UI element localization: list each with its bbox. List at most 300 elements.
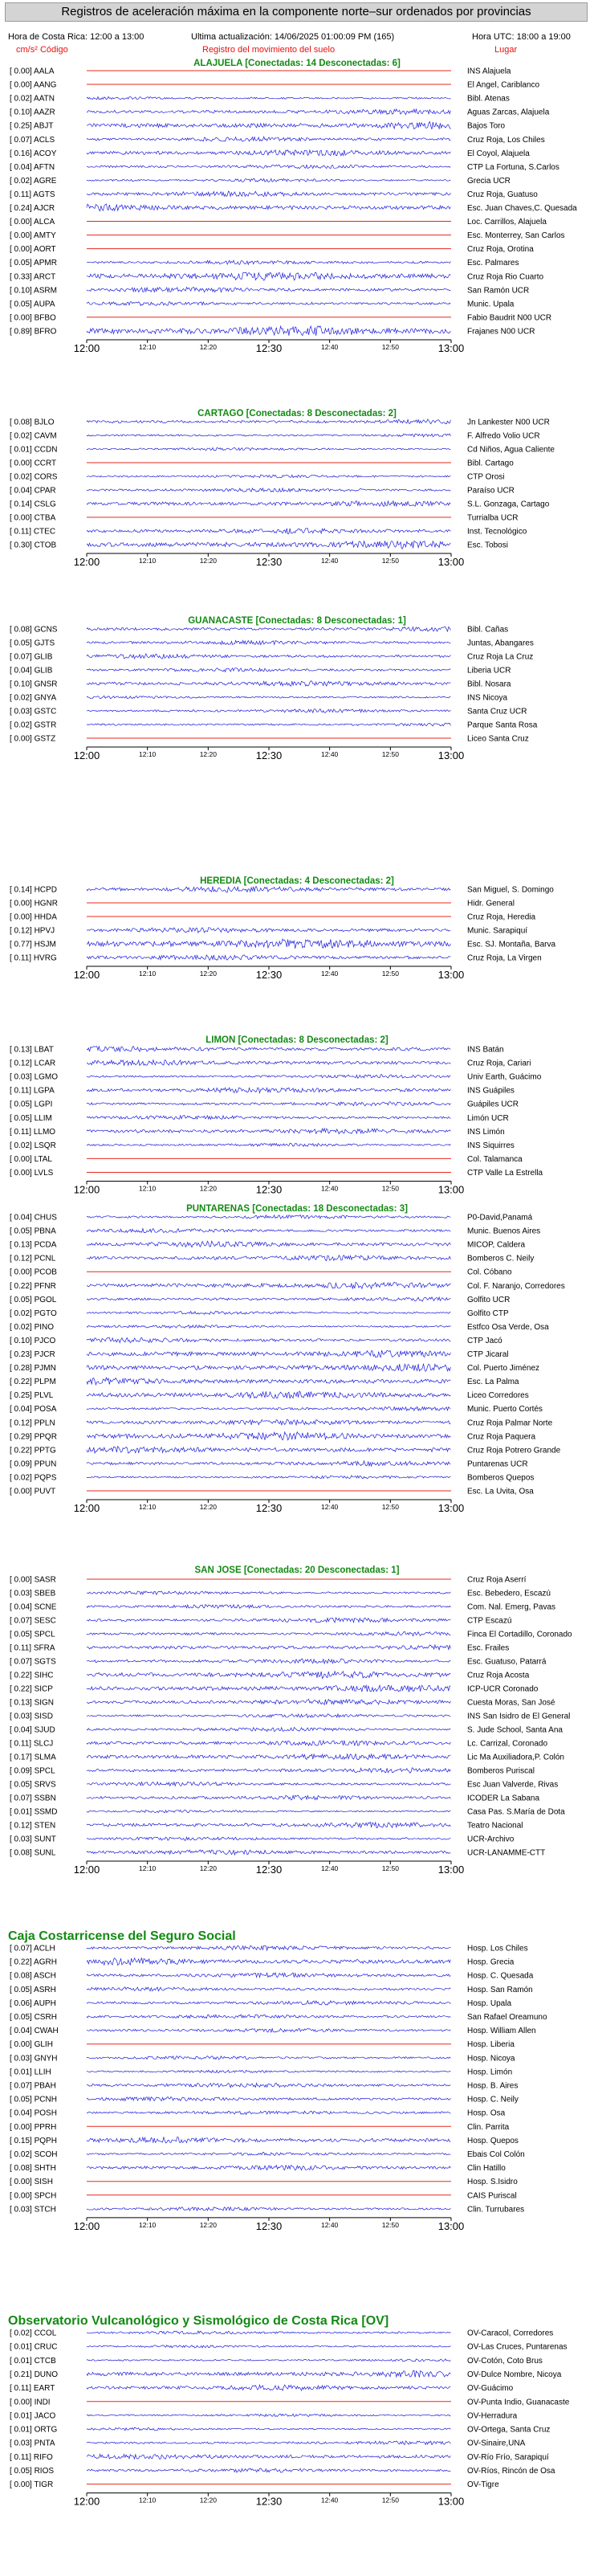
station-place: Liberia UCR — [467, 666, 511, 676]
station-place: Paraíso UCR — [467, 486, 515, 496]
station-place: Puntarenas UCR — [467, 1459, 528, 1469]
seismic-trace — [87, 640, 450, 644]
station-label: [ 0.03] SBEB — [10, 1589, 56, 1598]
station-place: Bibl. Nosara — [467, 680, 511, 689]
time-tick-label: 12:10 — [139, 1864, 157, 1872]
seismic-trace — [87, 1088, 450, 1093]
station-label: [ 0.00] TIGR — [10, 2480, 54, 2490]
time-tick-label: 12:10 — [139, 970, 157, 978]
seismic-trace — [87, 1850, 450, 1855]
station-label: [ 0.01] CTCB — [10, 2356, 56, 2366]
time-tick-label: 12:20 — [199, 2220, 217, 2229]
station-place: Esc. Frailes — [467, 1643, 510, 1653]
station-label: [ 0.00] SASR — [10, 1575, 56, 1585]
station-label: [ 0.03] SUNT — [10, 1835, 56, 1844]
station-place: San Miguel, S. Domingo — [467, 885, 554, 895]
station-label: [ 0.22] AGRH — [10, 1958, 57, 1967]
station-place: P0-David,Panamá — [467, 1213, 533, 1223]
station-label: [ 0.17] SLMA — [10, 1753, 56, 1762]
time-tick-label: 12:00 — [73, 1502, 100, 1514]
station-label: [ 0.02] AGRE — [10, 176, 57, 186]
time-tick-label: 12:50 — [381, 557, 399, 565]
seismic-trace — [87, 2083, 450, 2088]
seismic-trace — [87, 475, 450, 478]
seismic-trace — [87, 2056, 450, 2060]
seismic-trace — [87, 2001, 450, 2005]
station-place: Hosp. C. Quesada — [467, 1971, 534, 1981]
seismic-trace — [87, 204, 450, 211]
station-label: [ 0.00] PPRH — [10, 2122, 57, 2132]
station-label: [ 0.04] GLIB — [10, 666, 53, 676]
station-label: [ 0.07] SGTS — [10, 1657, 56, 1667]
station-place: Hosp. Liberia — [467, 2040, 515, 2050]
station-place: Bibl. Cartago — [467, 459, 514, 468]
seismic-trace — [87, 1631, 450, 1636]
time-tick-label: 12:30 — [255, 341, 283, 354]
time-tick-label: 13:00 — [437, 556, 465, 568]
station-place: Esc. La Uvita, Osa — [467, 1487, 534, 1496]
station-place: Com. Nal. Emerg, Pavas — [467, 1602, 556, 1612]
seismic-trace — [87, 191, 450, 197]
station-label: [ 0.00] CTBA — [10, 513, 56, 523]
station-label: [ 0.00] SPCH — [10, 2191, 57, 2201]
ground-motion-subtitle: Registro del movimiento del suelo — [202, 45, 336, 55]
station-place: Cruz Roja Rio Cuarto — [467, 272, 544, 282]
seismic-trace — [87, 288, 450, 292]
station-label: [ 0.11] SFRA — [10, 1643, 55, 1653]
station-label: [ 0.00] HHDA — [10, 912, 57, 922]
seismic-trace — [87, 2454, 450, 2459]
group-title: SAN JOSE [Conectadas: 20 Desconectadas: 1] — [194, 1566, 400, 1575]
time-tick-label: 12:40 — [321, 750, 339, 758]
station-place: Cruz Roja, Guatuso — [467, 190, 538, 199]
seismic-trace — [87, 1768, 450, 1774]
time-tick-label: 12:00 — [73, 556, 100, 568]
station-place: OV-Tigre — [467, 2480, 499, 2490]
seismic-trace — [87, 1282, 450, 1288]
seismic-trace — [87, 1337, 450, 1342]
station-place: El Coyol, Alajuela — [467, 149, 530, 158]
station-place: Bomberos C. Neily — [467, 1254, 535, 1264]
station-place: Col. Puerto Jiménez — [467, 1364, 540, 1374]
station-place: Cruz Roja, La Virgen — [467, 953, 542, 963]
station-place: Hidr. General — [467, 899, 515, 908]
time-tick-label: 12:50 — [381, 1184, 399, 1193]
station-label: [ 0.22] SIHC — [10, 1671, 54, 1680]
station-place: Hosp. Nicoya — [467, 2054, 515, 2064]
time-tick-label: 12:30 — [255, 556, 283, 568]
station-label: [ 0.30] CTOB — [10, 541, 57, 550]
time-tick-label: 12:10 — [139, 342, 157, 351]
station-place: San Ramón UCR — [467, 286, 530, 296]
time-tick-label: 12:10 — [139, 2220, 157, 2229]
station-label: [ 0.07] SESC — [10, 1616, 56, 1626]
seismic-trace — [87, 1958, 450, 1966]
station-place: Lc. Carrizal, Coronado — [467, 1739, 548, 1749]
seismic-trace — [87, 529, 450, 534]
station-place: CTP Jacó — [467, 1336, 502, 1345]
station-label: [ 0.24] AJCR — [10, 204, 55, 213]
station-place: Esc. La Palma — [467, 1378, 519, 1387]
seismic-trace — [87, 2331, 450, 2334]
station-label: [ 0.12] PCNL — [10, 1254, 56, 1264]
group-title: PUNTARENAS [Conectadas: 18 Desconectadas: 3] — [186, 1204, 408, 1214]
seismic-trace — [87, 1741, 450, 1746]
station-place: OV-Punta Indio, Guanacaste — [467, 2398, 570, 2407]
station-label: [ 0.07] GLIB — [10, 652, 53, 662]
station-label: [ 0.05] RIOS — [10, 2467, 55, 2476]
station-label: [ 0.01] SSMD — [10, 1807, 58, 1817]
last-update: Ultima actualización: 14/06/2025 01:00:09 PM (165) — [191, 32, 395, 42]
time-tick-label: 12:30 — [255, 1183, 283, 1196]
station-label: [ 0.89] BFRO — [10, 327, 57, 337]
time-tick-label: 12:10 — [139, 2496, 157, 2505]
station-place: Esc. SJ. Montaña, Barva — [467, 940, 556, 949]
time-tick-label: 12:20 — [199, 750, 217, 758]
seismic-trace — [87, 2015, 450, 2019]
station-label: [ 0.01] LLIH — [10, 2068, 51, 2077]
station-label: [ 0.11] HVRG — [10, 953, 57, 963]
seismic-trace — [87, 2370, 450, 2377]
time-tick-label: 12:50 — [381, 342, 399, 351]
station-label: [ 0.05] AUPA — [10, 300, 55, 309]
station-label: [ 0.11] LLMO — [10, 1127, 56, 1137]
seismic-trace — [87, 1325, 450, 1329]
station-place: Munic. Upala — [467, 300, 515, 309]
station-label: [ 0.02] PGTO — [10, 1308, 57, 1318]
seismic-trace — [87, 434, 450, 437]
seismic-trace — [87, 326, 450, 336]
seismic-trace — [87, 1728, 450, 1732]
station-place: Munic. Sarapiquí — [467, 926, 528, 936]
station-label: [ 0.09] PPUN — [10, 1459, 57, 1469]
time-tick-label: 12:10 — [139, 1503, 157, 1511]
station-label: [ 0.05] SRVS — [10, 1780, 56, 1790]
station-label: [ 0.25] ABJT — [10, 121, 54, 131]
time-tick-label: 12:00 — [73, 1183, 100, 1196]
station-label: [ 0.10] GNSR — [10, 680, 58, 689]
station-place: F. Alfredo Volio UCR — [467, 431, 540, 441]
station-label: [ 0.01] JACO — [10, 2411, 56, 2421]
group-title: Observatorio Vulcanológico y Sismológico de Costa Rica [OV] — [8, 2314, 389, 2328]
station-place: Bomberos Puriscal — [467, 1766, 535, 1776]
station-label: [ 0.12] HPVJ — [10, 926, 55, 936]
seismic-trace — [87, 150, 450, 156]
seismic-trace — [87, 2441, 450, 2445]
seismic-trace — [87, 1047, 450, 1052]
time-tick-label: 12:40 — [321, 970, 339, 978]
station-label: [ 0.00] GLIH — [10, 2040, 53, 2050]
seismic-trace — [87, 165, 450, 169]
seismic-trace — [87, 302, 450, 306]
time-tick-label: 12:00 — [73, 1864, 100, 1876]
time-tick-label: 12:00 — [73, 2495, 100, 2508]
utc-time-range: Hora UTC: 18:00 a 19:00 — [472, 32, 571, 42]
station-label: [ 0.12] PPLN — [10, 1419, 55, 1428]
station-place: Esc. Juan Chaves,C. Quesada — [467, 204, 577, 213]
seismic-trace — [87, 1378, 450, 1385]
seismic-trace — [87, 2111, 450, 2114]
local-time-range: Hora de Costa Rica: 12:00 a 13:00 — [8, 32, 144, 42]
station-place: Aguas Zarcas, Alajuela — [467, 108, 550, 117]
station-place: Hosp. Los Chiles — [467, 1944, 528, 1953]
seismic-trace — [87, 1129, 450, 1134]
station-label: [ 0.02] PINO — [10, 1322, 55, 1332]
station-place: Esc. Palmares — [467, 259, 519, 268]
station-place: OV-Caracol, Corredores — [467, 2329, 554, 2338]
station-place: Casa Pas. S.María de Dota — [467, 1807, 565, 1817]
station-label: [ 0.01] CRUC — [10, 2342, 58, 2352]
seismic-trace — [87, 1672, 450, 1679]
station-place: Col. F. Naranjo, Corredores — [467, 1281, 565, 1291]
seismic-trace — [87, 2468, 450, 2472]
station-place: Loc. Carrillos, Alajuela — [467, 218, 547, 227]
station-label: [ 0.00] AORT — [10, 245, 56, 255]
time-tick-label: 12:50 — [381, 2496, 399, 2505]
time-tick-label: 12:10 — [139, 557, 157, 565]
station-label: [ 0.04] SJUD — [10, 1725, 55, 1735]
station-label: [ 0.04] POSH — [10, 2109, 57, 2118]
time-tick-label: 13:00 — [437, 1502, 465, 1514]
time-tick-label: 13:00 — [437, 1183, 465, 1196]
station-label: [ 0.03] GNYH — [10, 2054, 58, 2064]
station-place: Cruz Roja La Cruz — [467, 652, 534, 662]
seismic-trace — [87, 1685, 450, 1692]
station-place: Esc. Monterrey, San Carlos — [467, 231, 565, 241]
station-place: Bibl. Atenas — [467, 94, 510, 104]
station-label: [ 0.00] HGNR — [10, 899, 59, 908]
time-tick-label: 12:50 — [381, 1864, 399, 1872]
station-place: INS Siquirres — [467, 1141, 515, 1150]
station-label: [ 0.06] AUPH — [10, 1998, 56, 2008]
seismic-trace — [87, 1311, 450, 1314]
station-place: Juntas, Abangares — [467, 639, 534, 648]
group-title: GUANACASTE [Conectadas: 8 Desconectadas: 1] — [188, 616, 406, 626]
station-label: [ 0.00] INDI — [10, 2398, 51, 2407]
station-label: [ 0.11] RIFO — [10, 2452, 53, 2462]
units-code-header: cm/s² Código — [16, 45, 68, 55]
seismic-trace — [87, 2028, 450, 2032]
seismic-trace — [87, 137, 450, 141]
station-place: CTP La Fortuna, S.Carlos — [467, 162, 559, 172]
station-label: [ 0.05] ASRH — [10, 1985, 56, 1994]
station-place: ICODER La Sabana — [467, 1794, 540, 1803]
station-label: [ 0.07] SSBN — [10, 1794, 56, 1803]
seismic-trace — [87, 1060, 450, 1066]
station-label: [ 0.10] AAZR — [10, 108, 55, 117]
seismic-trace — [87, 1645, 450, 1650]
station-place: Turrialba UCR — [467, 513, 519, 523]
station-place: OV-Ríos, Rincón de Osa — [467, 2467, 555, 2476]
seismic-trace — [87, 1659, 450, 1664]
time-tick-label: 12:20 — [199, 2496, 217, 2505]
time-tick-label: 12:20 — [199, 970, 217, 978]
time-tick-label: 12:40 — [321, 2496, 339, 2505]
station-label: [ 0.25] PLVL — [10, 1391, 54, 1401]
seismic-trace — [87, 1297, 450, 1301]
seismic-trace — [87, 1229, 450, 1233]
station-label: [ 0.11] SLCJ — [10, 1739, 54, 1749]
seismic-trace — [87, 2166, 450, 2170]
station-place: Liceo Corredores — [467, 1391, 529, 1401]
seismic-trace — [87, 1391, 450, 1398]
station-place: Cruz Roja Palmar Norte — [467, 1419, 553, 1428]
station-label: [ 0.02] PQPS — [10, 1473, 57, 1483]
station-place: Parque Santa Rosa — [467, 721, 538, 730]
station-place: Grecia UCR — [467, 176, 511, 186]
station-label: [ 0.04] POSA — [10, 1405, 57, 1415]
seismic-trace — [87, 887, 450, 892]
time-tick-label: 13:00 — [437, 2219, 465, 2232]
station-label: [ 0.00] SISH — [10, 2178, 53, 2187]
seismic-trace — [87, 668, 450, 672]
station-place: Bibl. Cañas — [467, 625, 509, 635]
station-place: OV-Dulce Nombre, Nicoya — [467, 2370, 562, 2379]
station-place: CTP Valle La Estrella — [467, 1168, 543, 1178]
station-place: Lic Ma Auxiliadora,P. Colón — [467, 1753, 564, 1762]
seismic-trace — [87, 627, 450, 631]
seismic-trace — [87, 2414, 450, 2416]
seismic-trace — [87, 1714, 450, 1718]
seismic-trace — [87, 2097, 450, 2101]
station-label: [ 0.00] PUVT — [10, 1487, 56, 1496]
station-place: Inst. Tecnológico — [467, 527, 527, 537]
station-place: Clin. Parrita — [467, 2122, 510, 2132]
station-label: [ 0.08] ASCH — [10, 1971, 56, 1981]
station-label: [ 0.00] AALA — [10, 67, 55, 76]
station-label: [ 0.02] AATN — [10, 94, 55, 104]
time-tick-label: 12:00 — [73, 341, 100, 354]
station-place: Bajos Toro — [467, 121, 506, 131]
station-place: INS Guápiles — [467, 1086, 515, 1096]
station-place: Hosp. Quepos — [467, 2136, 519, 2145]
station-label: [ 0.00] ALCA — [10, 218, 55, 227]
station-place: Hosp. Limón — [467, 2068, 513, 2077]
station-place: S. Jude School, Santa Ana — [467, 1725, 563, 1735]
station-place: INS Batán — [467, 1045, 504, 1055]
time-tick-label: 13:00 — [437, 341, 465, 354]
station-place: Limón UCR — [467, 1113, 509, 1123]
station-place: Cd Niños, Agua Caliente — [467, 445, 555, 455]
time-tick-label: 13:00 — [437, 749, 465, 761]
station-label: [ 0.00] AMTY — [10, 231, 56, 241]
station-label: [ 0.23] PJCR — [10, 1350, 55, 1359]
station-place: CTP Orosi — [467, 472, 505, 482]
seismic-trace — [87, 1432, 450, 1440]
station-place: Col. Talamanca — [467, 1154, 523, 1164]
station-place: Frajanes N00 UCR — [467, 327, 535, 337]
station-place: Guápiles UCR — [467, 1100, 519, 1109]
seismic-trace — [87, 2153, 450, 2156]
station-place: Munic. Puerto Cortés — [467, 1405, 543, 1415]
seismic-trace — [87, 1116, 450, 1120]
station-place: Cruz Roja, Orotina — [467, 245, 534, 255]
station-place: Cruz Roja, Los Chiles — [467, 135, 545, 145]
seismic-trace — [87, 109, 450, 115]
station-place: OV-Guácimo — [467, 2384, 514, 2394]
station-label: [ 0.00] LVLS — [10, 1168, 54, 1178]
station-label: [ 0.00] AANG — [10, 80, 57, 90]
seismic-trace — [87, 955, 450, 961]
station-label: [ 0.03] STCH — [10, 2205, 56, 2215]
station-place: Cruz Roja, Heredia — [467, 912, 536, 922]
station-label: [ 0.04] AFTN — [10, 162, 55, 172]
time-tick-label: 12:20 — [199, 1184, 217, 1193]
station-place: Cruz Roja Acosta — [467, 1671, 530, 1680]
station-label: [ 0.04] CWAH — [10, 2027, 59, 2036]
seismic-trace — [87, 1753, 450, 1759]
station-place: Cruz Roja Paquera — [467, 1432, 536, 1442]
station-label: [ 0.02] GSTR — [10, 721, 57, 730]
seismic-trace — [87, 1945, 450, 1950]
station-label: [ 0.02] CORS — [10, 472, 58, 482]
group-title: LIMON [Conectadas: 8 Desconectadas: 2] — [205, 1035, 389, 1045]
station-place: OV-Río Frío, Sarapiquí — [467, 2452, 549, 2462]
time-tick-label: 12:20 — [199, 557, 217, 565]
seismic-trace — [87, 2137, 450, 2143]
station-label: [ 0.03] GSTC — [10, 707, 57, 716]
time-tick-label: 12:40 — [321, 1503, 339, 1511]
station-label: [ 0.05] PBNA — [10, 1227, 56, 1236]
station-label: [ 0.10] ASRM — [10, 286, 57, 296]
station-place: Esc Juan Valverde, Rivas — [467, 1780, 559, 1790]
time-tick-label: 12:10 — [139, 1184, 157, 1193]
time-tick-label: 12:50 — [381, 970, 399, 978]
seismic-trace — [87, 2345, 450, 2348]
station-place: Bomberos Quepos — [467, 1473, 535, 1483]
station-place: OV-Ortega, Santa Cruz — [467, 2425, 551, 2435]
station-place: Ebais Col Colón — [467, 2150, 525, 2159]
station-label: [ 0.07] ACLH — [10, 1944, 55, 1953]
seismic-trace — [87, 122, 450, 129]
seismic-trace — [87, 2207, 450, 2211]
station-place: S.L. Gonzaga, Cartago — [467, 500, 550, 509]
time-tick-label: 12:40 — [321, 1864, 339, 1872]
seismic-trace — [87, 541, 450, 549]
station-place: Finca El Cortadillo, Coronado — [467, 1630, 572, 1639]
time-tick-label: 12:40 — [321, 342, 339, 351]
station-place: Hosp. Grecia — [467, 1958, 515, 1967]
station-label: [ 0.02] LSQR — [10, 1141, 56, 1150]
seismic-trace — [87, 2070, 450, 2072]
station-place: Fabio Baudrit N00 UCR — [467, 313, 552, 323]
station-place: MICOP, Caldera — [467, 1240, 526, 1250]
station-label: [ 0.03] LGMO — [10, 1072, 59, 1082]
seismic-trace — [87, 1364, 450, 1372]
seismic-trace — [87, 654, 450, 659]
station-place: OV-Cotón, Coto Brus — [467, 2356, 543, 2366]
station-label: [ 0.13] LBAT — [10, 1045, 54, 1055]
seismic-trace — [87, 2385, 450, 2390]
station-place: OV-Sinaire,UNA — [467, 2439, 526, 2448]
seismic-trace — [87, 1215, 450, 1219]
station-label: [ 0.14] HCPD — [10, 885, 57, 895]
station-place: Hosp. C. Neily — [467, 2095, 519, 2104]
station-label: [ 0.00] PCOB — [10, 1268, 57, 1277]
station-label: [ 0.11] EART — [10, 2384, 55, 2394]
time-tick-label: 12:20 — [199, 1864, 217, 1872]
seismic-trace — [87, 1350, 450, 1357]
time-tick-label: 12:30 — [255, 2495, 283, 2508]
seismic-trace — [87, 1461, 450, 1466]
seismic-trace — [87, 709, 450, 713]
station-place: Cruz Roja, Cariari — [467, 1059, 531, 1068]
station-label: [ 0.05] SPCL — [10, 1630, 55, 1639]
station-label: [ 0.04] CHUS — [10, 1213, 57, 1223]
seismic-trace — [87, 1618, 450, 1623]
group-title: CARTAGO [Conectadas: 8 Desconectadas: 2] — [197, 409, 397, 418]
time-tick-label: 12:10 — [139, 750, 157, 758]
